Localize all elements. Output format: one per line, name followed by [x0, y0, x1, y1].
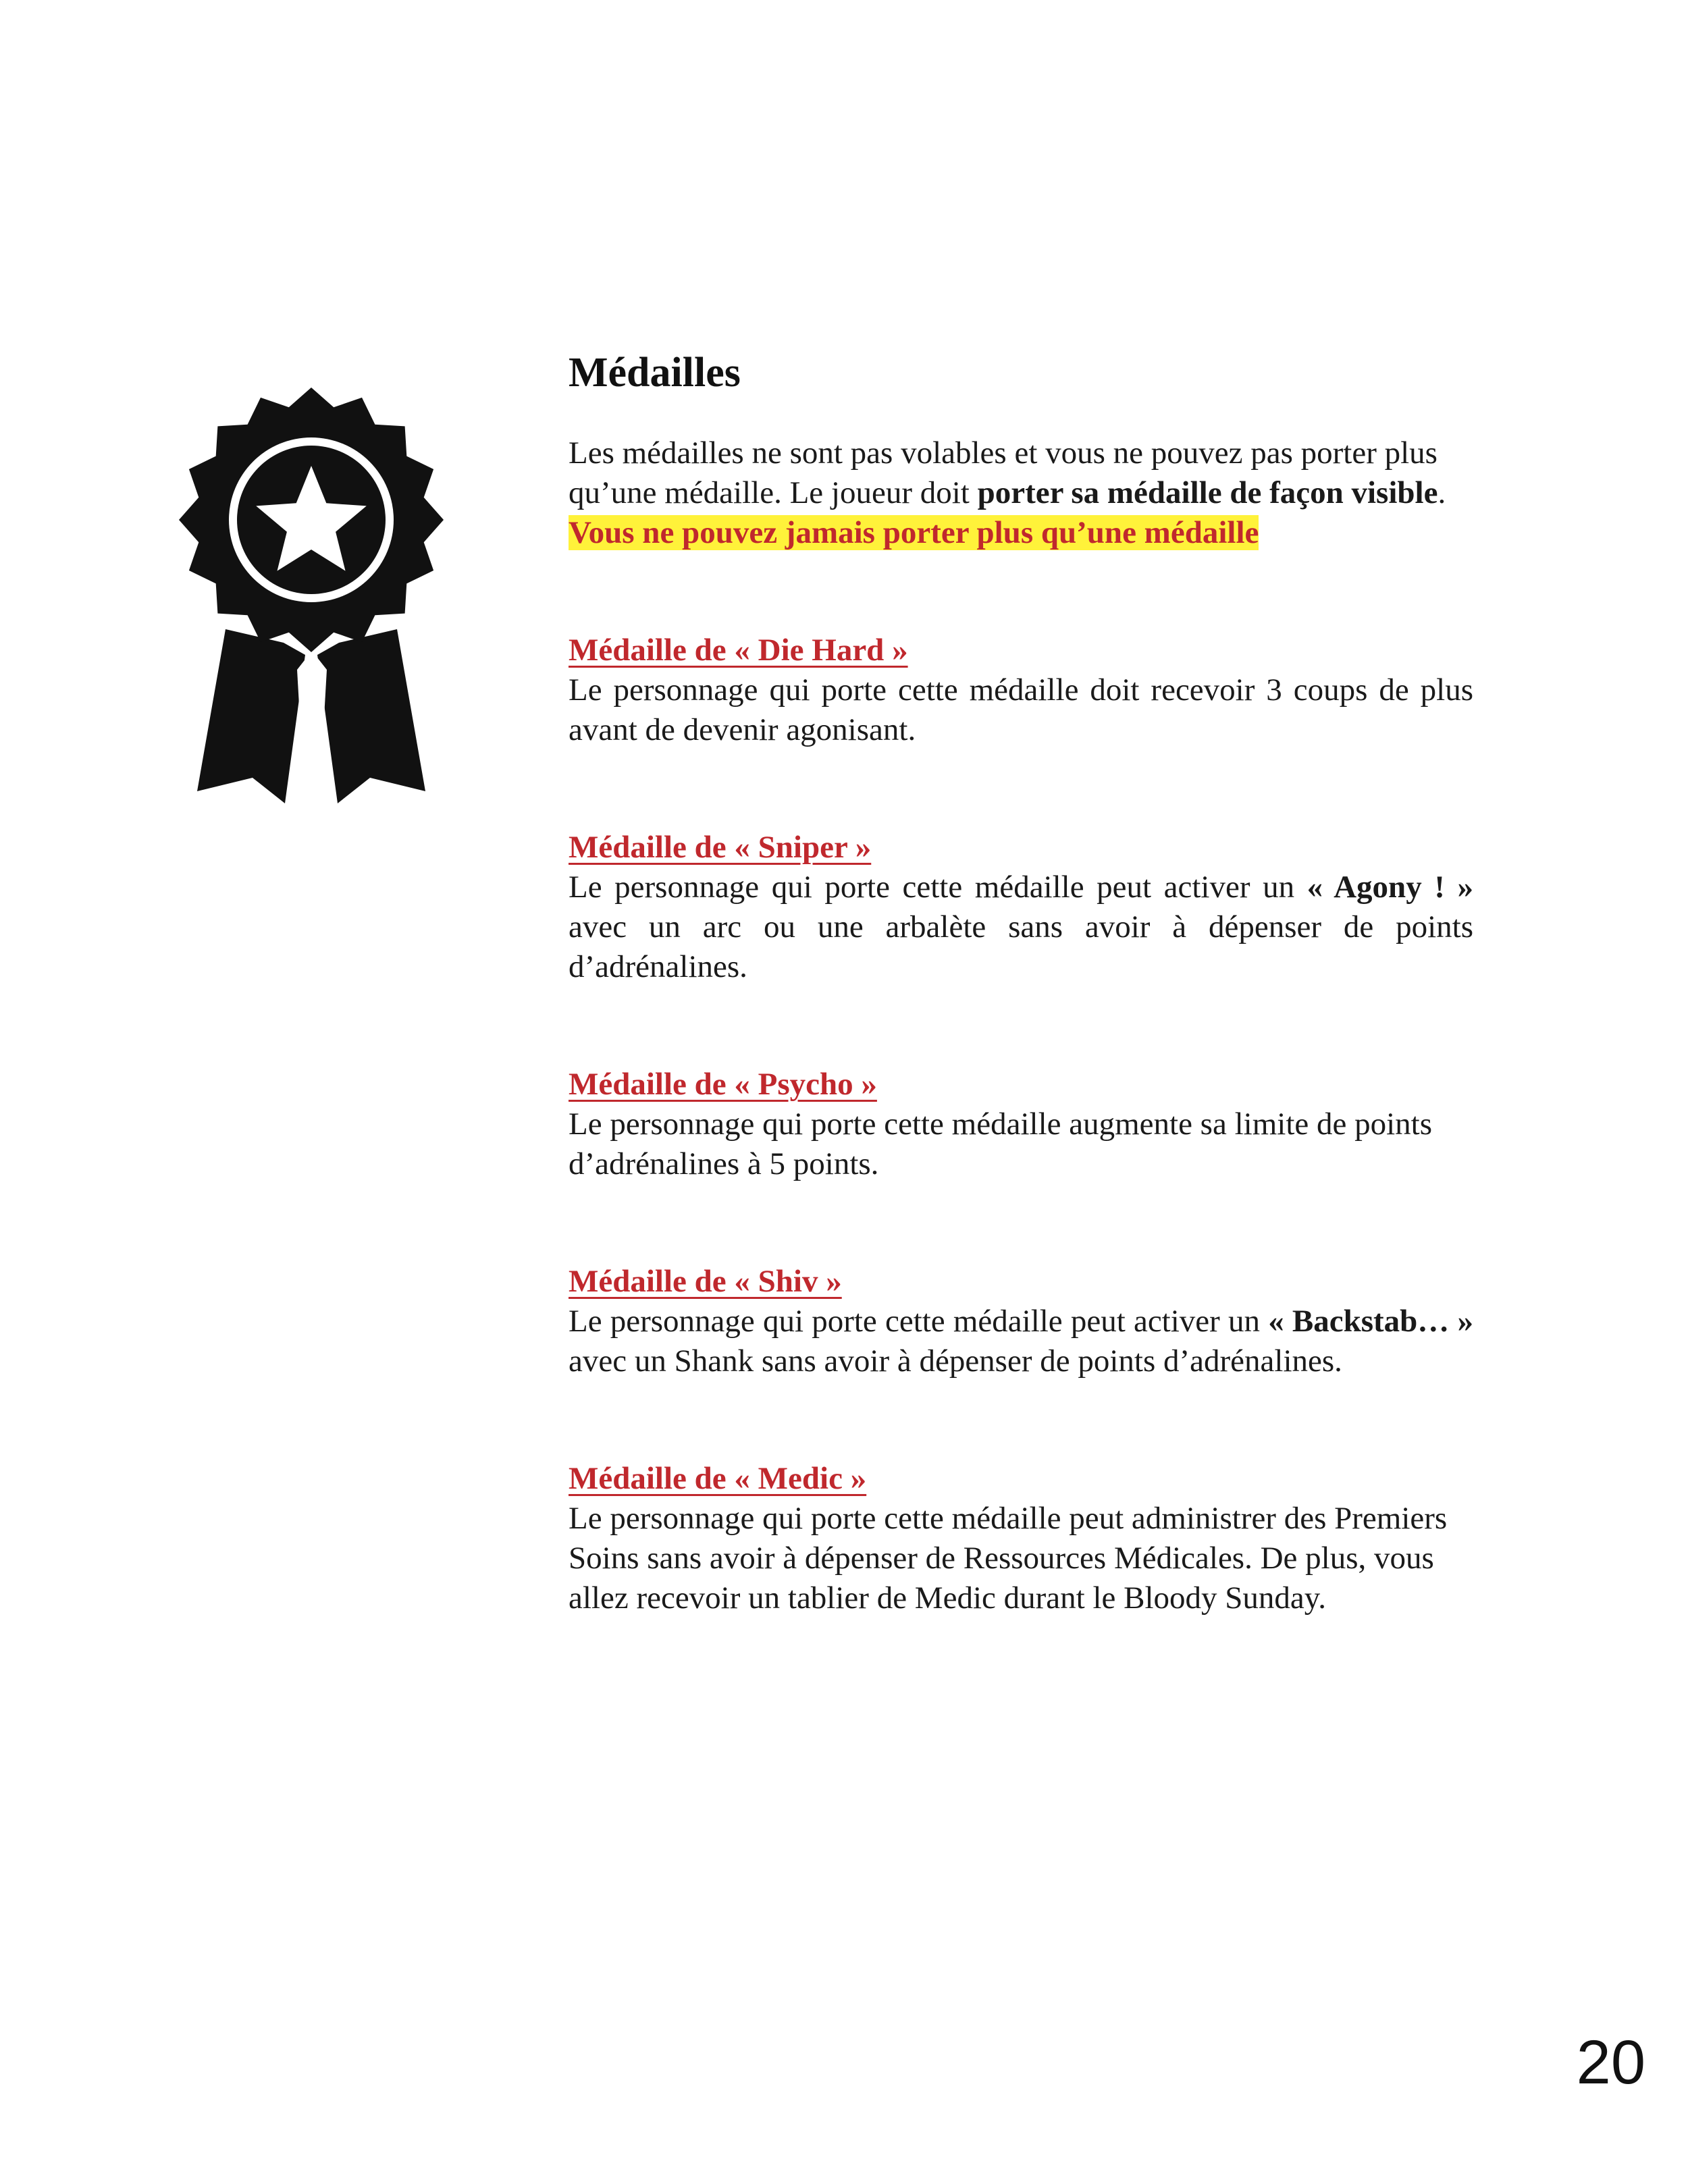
section-bold: « Backstab… » [1268, 1304, 1473, 1339]
section-psycho [569, 1064, 1473, 1184]
section-title: Médaille de « Shiv » [569, 1264, 842, 1299]
section-text-part: avec un Shank sans avoir à dépenser de points d’adrénalines. [569, 1343, 1342, 1379]
section-medic [569, 1458, 1473, 1618]
content-column [569, 346, 1473, 1618]
section-shiv [569, 1261, 1473, 1381]
page-title: Médailles [569, 350, 741, 396]
award-ribbon-medal-icon [177, 386, 446, 816]
section-text: Le personnage qui porte cette médaille peut administrer des Premiers Soins sans avoir à dépenser de Ressources Médicales. De plus, vous allez recevoir un tablier de Medic durant le Bloody Sunday. [569, 1501, 1448, 1616]
intro-text-end: . [1438, 475, 1446, 510]
page-number: 20 [1576, 2028, 1645, 2097]
section-title: Médaille de « Psycho » [569, 1067, 877, 1102]
section-text-part: Le personnage qui porte cette médaille peut activer un [569, 870, 1307, 905]
section-sniper [569, 827, 1473, 987]
section-bold: « Agony ! » [1307, 870, 1473, 905]
section-text: Le personnage qui porte cette médaille augmente sa limite de points d’adrénalines à 5 points. [569, 1107, 1433, 1181]
section-text [569, 868, 1473, 987]
intro-bold: porter sa médaille de façon visible [977, 475, 1438, 510]
section-title: Médaille de « Medic » [569, 1461, 867, 1496]
section-die-hard [569, 630, 1473, 750]
section-text [569, 1302, 1473, 1381]
section-text: Le personnage qui porte cette médaille doit recevoir 3 coups de plus avant de devenir agonisant. [569, 672, 1473, 747]
section-text-part: avec un arc ou une arbalète sans avoir à dépenser de points d’adrénalines. [569, 909, 1473, 984]
intro-text: Les médailles ne sont pas volables et vous ne pouvez pas porter plus qu’une médaille. Le joueur doit [569, 435, 1438, 510]
intro-highlight: Vous ne pouvez jamais porter plus qu’une médaille [569, 515, 1259, 550]
intro-paragraph [569, 433, 1473, 553]
section-title: Médaille de « Die Hard » [569, 633, 908, 668]
section-text-part: Le personnage qui porte cette médaille peut activer un [569, 1304, 1269, 1339]
section-title: Médaille de « Sniper » [569, 830, 872, 865]
